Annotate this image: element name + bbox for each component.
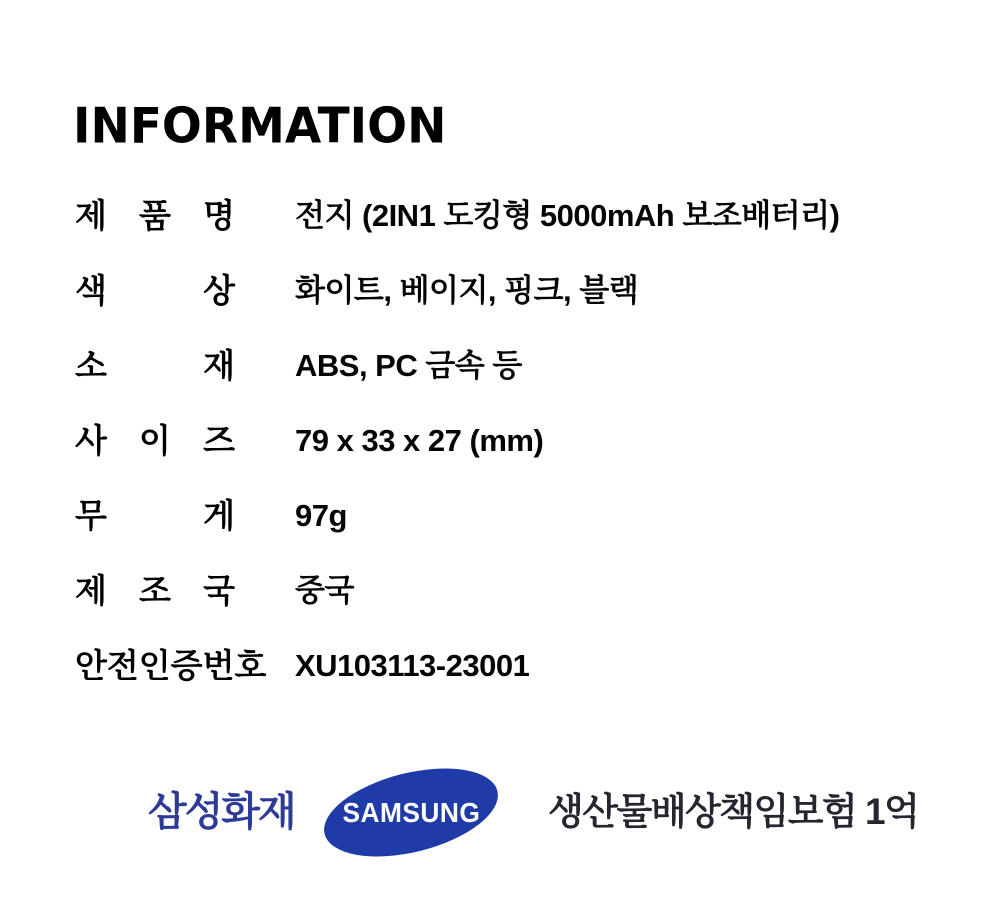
spec-label-char: 재 xyxy=(203,347,235,384)
table-row xyxy=(75,346,935,421)
samsung-logo xyxy=(315,753,507,873)
spec-label-char: 품 xyxy=(139,197,171,234)
spec-label-char: 게 xyxy=(203,497,235,534)
spec-label-char: 즈 xyxy=(203,422,235,459)
spec-label-char: 국 xyxy=(203,572,235,609)
table-row xyxy=(75,646,935,721)
spec-label-char: 제 xyxy=(75,572,107,609)
spec-label-char: 색 xyxy=(75,272,107,309)
spec-label-char: 사 xyxy=(75,422,107,459)
table-row xyxy=(75,571,935,646)
page-title: INFORMATION xyxy=(73,97,447,156)
spec-label-product-name xyxy=(75,196,235,236)
spec-label-cert-number xyxy=(75,646,267,686)
spec-label-weight xyxy=(75,496,235,536)
spec-value-size: 79 x 33 x 27 (mm) xyxy=(295,423,544,458)
spec-label-material xyxy=(75,346,235,386)
samsung-fire-insurance-label: 삼성화재 xyxy=(148,790,295,834)
spec-label-char: 안 xyxy=(75,647,107,684)
spec-label-char: 조 xyxy=(139,572,171,609)
table-row xyxy=(75,196,935,271)
spec-value-material: ABS, PC 금속 등 xyxy=(295,348,522,383)
table-row xyxy=(75,421,935,496)
spec-label-char: 증 xyxy=(170,647,203,684)
spec-label-size xyxy=(75,421,235,461)
spec-label-char: 명 xyxy=(203,197,235,234)
spec-value-weight: 97g xyxy=(295,498,347,533)
spec-label-char: 전 xyxy=(106,647,139,684)
spec-label-country xyxy=(75,571,235,611)
spec-label-char: 인 xyxy=(138,647,171,684)
table-row xyxy=(75,271,935,346)
table-row xyxy=(75,496,935,571)
samsung-logo-text: SAMSUNG xyxy=(342,796,480,828)
spec-value-color: 화이트, 베이지, 핑크, 블랙 xyxy=(295,273,639,308)
spec-value-product-name: 전지 (2IN1 도킹형 5000mAh 보조배터리) xyxy=(295,198,840,233)
spec-label-char: 이 xyxy=(139,422,171,459)
spec-label-char: 상 xyxy=(203,272,235,309)
spec-value-cert-number: XU103113-23001 xyxy=(295,648,530,683)
spec-label-color xyxy=(75,271,235,311)
product-liability-insurance-label: 생산물배상책임보험 1억 xyxy=(548,791,919,832)
spec-label-char: 무 xyxy=(75,497,107,534)
insurance-footer xyxy=(0,770,1000,860)
spec-value-country: 중국 xyxy=(295,573,354,608)
spec-label-char: 소 xyxy=(75,347,107,384)
spec-label-char: 번 xyxy=(202,647,235,684)
spec-label-char: 제 xyxy=(75,197,107,234)
spec-label-char: 호 xyxy=(234,647,267,684)
product-spec-table xyxy=(75,196,935,721)
